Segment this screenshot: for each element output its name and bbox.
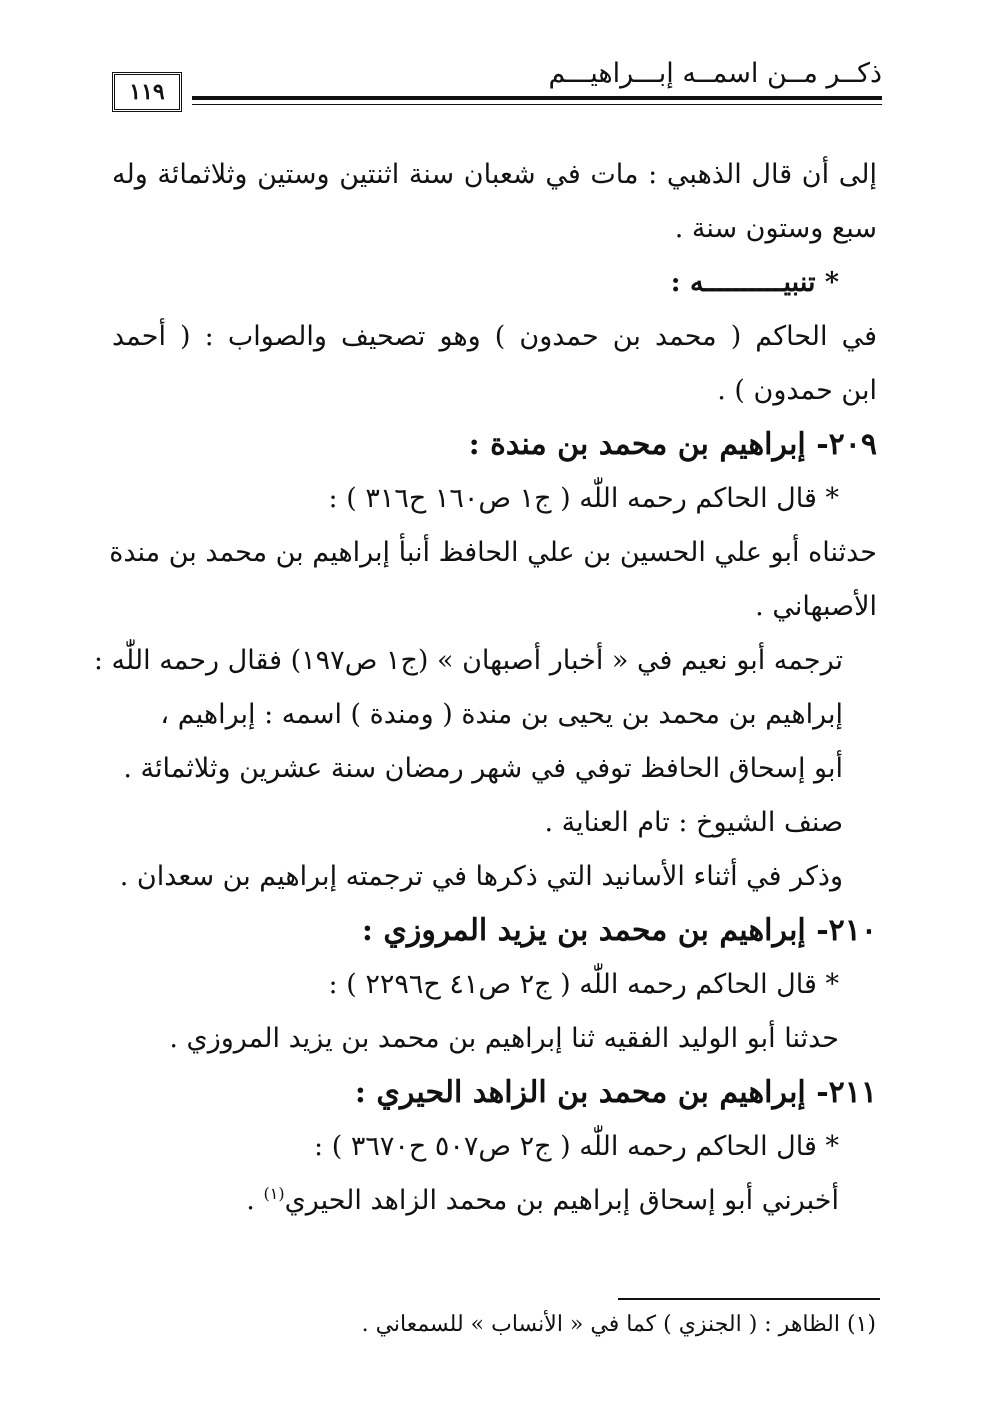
text-line: حدثنا أبو الوليد الفقيه ثنا إبراهيم بن محمد بن يزيد المروزي . [169, 1023, 839, 1054]
text-line: حدثناه أبو علي الحسين بن علي الحافظ أنبأ إبراهيم بن محمد بن مندة [109, 537, 877, 568]
text-line-with-footnote [112, 1174, 877, 1228]
body-text [93, 148, 877, 1228]
text-segment: . [246, 1185, 255, 1216]
notice-heading: * تنبيــــــــــه : [670, 267, 839, 298]
header-rule-thin [192, 104, 882, 105]
text-line: صنف الشيوخ : تام العناية . [544, 807, 843, 838]
text-line: سبع وستون سنة . [674, 213, 877, 244]
entry-heading-209: ٢٠٩- إبراهيم بن محمد بن مندة : [468, 427, 877, 462]
footnote: (١) الظاهر : ( الجنزي ) كما في « الأنساب » للسمعاني . [361, 1312, 876, 1337]
page-header [112, 56, 882, 126]
entry-heading-211: ٢١١- إبراهيم بن محمد بن الزاهد الحيري : [354, 1075, 877, 1110]
page-number: ١١٩ [112, 72, 182, 112]
text-line: إلى أن قال الذهبي : مات في شعبان سنة اثنتين وستين وثلاثمائة وله [112, 159, 877, 190]
source-citation: * قال الحاكم رحمه اللّٰه ( ج٢ ص٤١ ح٢٢٩٦ ) : [328, 969, 839, 1000]
text-line: في الحاكم ( محمد بن حمدون ) وهو تصحيف والصواب : ( أحمد [112, 321, 877, 352]
footnote-reference[interactable]: (١) [263, 1184, 285, 1203]
header-rule-thick [192, 96, 882, 100]
source-citation: * قال الحاكم رحمه اللّٰه ( ج١ ص١٦٠ ح٣١٦ ) : [328, 483, 839, 514]
text-line: أبو إسحاق الحافظ توفي في شهر رمضان سنة عشرين وثلاثمائة . [123, 753, 843, 784]
running-title: ذكــر مــن اسمــه إبـــراهيـــم [548, 58, 882, 89]
text-line: الأصبهاني . [755, 591, 877, 622]
text-line: إبراهيم بن محمد بن يحيى بن مندة ( ومندة ) اسمه : إبراهيم ، [160, 699, 843, 730]
text-line: ابن حمدون ) . [717, 375, 877, 406]
text-line: وذكر في أثناء الأسانيد التي ذكرها في ترجمته إبراهيم بن سعدان . [119, 861, 843, 892]
text-segment: أخبرني أبو إسحاق إبراهيم بن محمد الزاهد الحيري [284, 1185, 839, 1216]
text-line: ترجمه أبو نعيم في « أخبار أصبهان » (ج١ ص١٩٧) فقال رحمه اللّٰه : [93, 645, 843, 676]
source-citation: * قال الحاكم رحمه اللّٰه ( ج٢ ص٥٠٧ ح٣٦٧٠ ) : [314, 1131, 839, 1162]
entry-heading-210: ٢١٠- إبراهيم بن محمد بن يزيد المروزي : [361, 913, 877, 948]
footnote-separator [618, 1298, 880, 1300]
